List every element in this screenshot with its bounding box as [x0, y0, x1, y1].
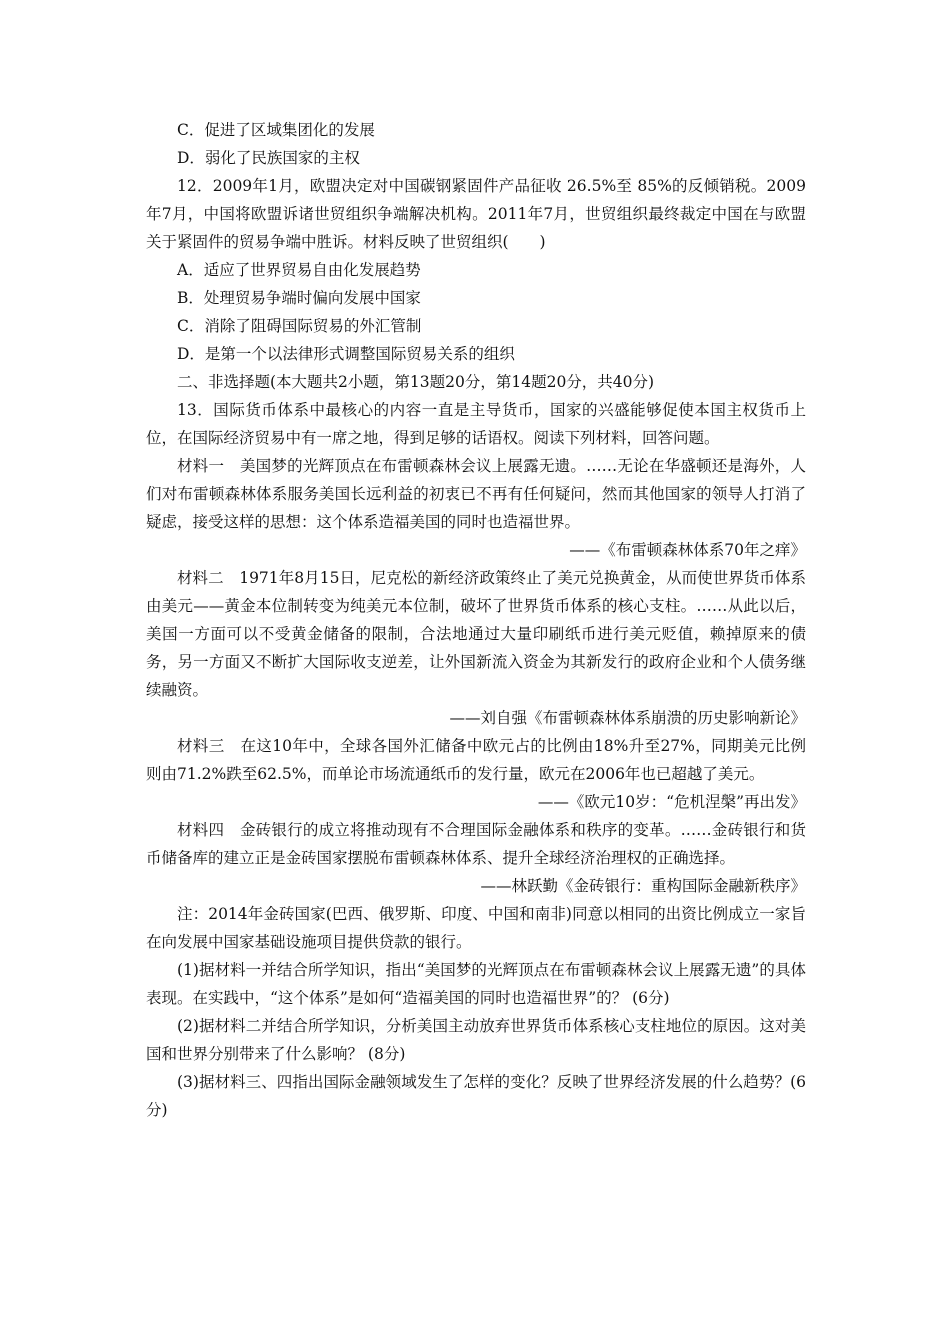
sub-question-1: (1)据材料一并结合所学知识，指出“美国梦的光辉顶点在布雷顿森林会议上展露无遗”的具体表现。在实践中，“这个体系”是如何“造福美国的同时也造福世界”的？ (6分): [146, 961, 806, 1007]
material-1: 材料一 美国梦的光辉顶点在布雷顿森林会议上展露无遗。……无论在华盛顿还是海外，人们对布雷顿森林体系服务美国长远利益的初衷已不再有任何疑问，然而其他国家的领导人打消了疑虑，接受这样的思想：这个体系造福美国的同时也造福世界。: [146, 457, 806, 531]
sub-question-3: (3)据材料三、四指出国际金融领域发生了怎样的变化？反映了世界经济发展的什么趋势？(6分): [146, 1073, 806, 1119]
material-3-source: ——《欧元10岁：“危机涅槃”再出发》: [537, 793, 806, 811]
section-heading: 二、非选择题(本大题共2小题，第13题20分，第14题20分，共40分): [177, 373, 655, 391]
material-1-source: ——《布雷顿森林体系70年之痒》: [569, 541, 806, 559]
option-c-q11: C．促进了区域集团化的发展: [177, 121, 375, 139]
material-2-source: ——刘自强《布雷顿森林体系崩溃的历史影响新论》: [449, 709, 806, 727]
option-d-q11: D．弱化了民族国家的主权: [177, 149, 360, 167]
option-a-q12: A．适应了世界贸易自由化发展趋势: [177, 261, 421, 279]
option-d-q12: D．是第一个以法律形式调整国际贸易关系的组织: [177, 345, 515, 363]
document-page: [146, 116, 806, 1124]
option-b-q12: B．处理贸易争端时偏向发展中国家: [177, 289, 421, 307]
option-c-q12: C．消除了阻碍国际贸易的外汇管制: [177, 317, 422, 335]
material-2: 材料二 1971年8月15日，尼克松的新经济政策终止了美元兑换黄金，从而使世界货币体系由美元——黄金本位制转变为纯美元本位制，破坏了世界货币体系的核心支柱。……从此以后，美国一方面可以不受黄金储备的限制，合法地通过大量印刷纸币进行美元贬值，赖掉原来的债务，另一方面又不断扩大国际收支逆差，让外国新流入资金为其新发行的政府企业和个人债务继续融资。: [146, 569, 806, 699]
material-3: 材料三 在这10年中，全球各国外汇储备中欧元占的比例由18%升至27%，同期美元比例则由71.2%跌至62.5%，而单论市场流通纸币的发行量，欧元在2006年也已超越了美元。: [146, 737, 806, 783]
sub-question-2: (2)据材料二并结合所学知识，分析美国主动放弃世界货币体系核心支柱地位的原因。这对美国和世界分别带来了什么影响？ (8分): [146, 1017, 806, 1063]
question-13-stem: 13．国际货币体系中最核心的内容一直是主导货币，国家的兴盛能够促使本国主权货币上位，在国际经济贸易中有一席之地，得到足够的话语权。阅读下列材料，回答问题。: [146, 401, 806, 447]
note: 注：2014年金砖国家(巴西、俄罗斯、印度、中国和南非)同意以相同的出资比例成立一家旨在向发展中国家基础设施项目提供贷款的银行。: [146, 905, 806, 951]
question-12-stem: 12．2009年1月，欧盟决定对中国碳钢紧固件产品征收 26.5%至 85%的反倾销税。2009年7月，中国将欧盟诉诸世贸组织争端解决机构。2011年7月，世贸组织最终裁定中国在与欧盟关于紧固件的贸易争端中胜诉。材料反映了世贸组织( ): [146, 177, 806, 251]
material-4: 材料四 金砖银行的成立将推动现有不合理国际金融体系和秩序的变革。……金砖银行和货币储备库的建立正是金砖国家摆脱布雷顿森林体系、提升全球经济治理权的正确选择。: [146, 821, 806, 867]
material-4-source: ——林跃勤《金砖银行：重构国际金融新秩序》: [480, 877, 806, 895]
